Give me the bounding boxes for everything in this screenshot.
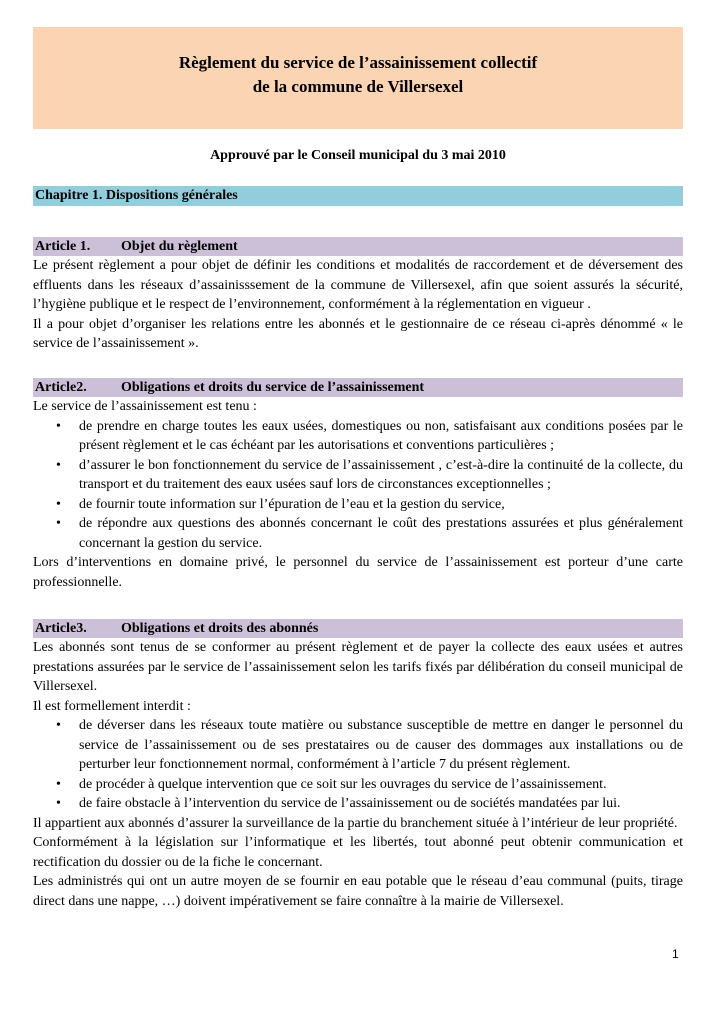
article-3-body bbox=[33, 638, 683, 911]
article-3-title: Obligations et droits des abonnés bbox=[121, 621, 319, 636]
bullet-icon: • bbox=[56, 457, 61, 473]
article-2-number: Article2. bbox=[35, 380, 87, 395]
bullet-icon: • bbox=[56, 516, 61, 531]
list-item bbox=[33, 456, 683, 495]
article-3-number: Article3. bbox=[35, 621, 87, 636]
article-2-heading bbox=[33, 378, 683, 397]
list-item bbox=[33, 495, 683, 515]
list-item-text: de répondre aux questions des abonnés concernant le coût des prestations assurées et plus généralement concernant la gestion du service. bbox=[79, 516, 683, 551]
article-3-heading bbox=[33, 619, 683, 638]
list-item-text: d’assurer le bon fonctionnement du service de l’assainissement , c’est-à-dire la continuité de la collecte, du transport et du traitement des eaux usées sauf lors de circonstances exceptionnelles ; bbox=[79, 457, 683, 492]
list-item bbox=[33, 794, 683, 814]
article-1-number: Article 1. bbox=[35, 239, 91, 254]
list-item bbox=[33, 716, 683, 775]
article-3-paragraph: Les administrés qui ont un autre moyen de se fournir en eau potable que le réseau d’eau communal (puits, tirage direct dans une nappe, …) doivent impérativement se faire connaître à la mairie de Villersexel. bbox=[33, 874, 683, 909]
list-item-text: de déverser dans les réseaux toute matière ou substance susceptible de mettre en danger le personnel du service de l’assainissement ou de ses prestataires ou de causer des dommages aux installations ou de perturber leur fonctionnement normal, conformément à l’article 7 du présent règlement. bbox=[79, 718, 683, 772]
bullet-icon: • bbox=[56, 418, 61, 434]
list-item-text: de procéder à quelque intervention que ce soit sur les ouvrages du service de l’assainissement. bbox=[79, 776, 607, 792]
article-1-paragraph: Le présent règlement a pour objet de définir les conditions et modalités de raccordement et de déversement des effluents dans les réseaux d’assainisssement de la commune de Villersexel, afin que soient assurés la sécurité, l’hygiène publique et le respect de l’environnement, conformément à la réglementation en vigueur . bbox=[33, 258, 683, 312]
list-item bbox=[33, 514, 683, 553]
chapter-heading: Chapitre 1. Dispositions générales bbox=[33, 186, 683, 206]
bullet-icon: • bbox=[56, 718, 61, 733]
list-item bbox=[33, 417, 683, 456]
article-3-paragraph: Il est formellement interdit : bbox=[33, 698, 191, 714]
article-2-title: Obligations et droits du service de l’assainissement bbox=[121, 380, 425, 395]
article-3-list bbox=[33, 716, 683, 814]
list-item-text: de prendre en charge toutes les eaux usées, domestiques ou non, satisfaisant aux conditions posées par le présent règlement et le cas échéant par les autorisations et conventions particulières ; bbox=[79, 418, 683, 453]
article-3-paragraph: Conformément à la législation sur l’informatique et les libertés, tout abonné peut obtenir communication et rectification du dossier ou de la fiche le concernant. bbox=[33, 835, 683, 870]
article-1-paragraph: Il a pour objet d’organiser les relations entre les abonnés et le gestionnaire de ce réseau ci-après dénommé « le service de l’assainissement ». bbox=[33, 316, 683, 351]
article-2-outro: Lors d’interventions en domaine privé, le personnel du service de l’assainissement est porteur d’une carte professionnelle. bbox=[33, 555, 683, 590]
article-3-paragraph: Il appartient aux abonnés d’assurer la surveillance de la partie du branchement située à l’intérieur de leur propriété. bbox=[33, 815, 678, 831]
document-title bbox=[33, 27, 683, 129]
list-item-text: de faire obstacle à l’intervention du service de l’assainissement ou de sociétés mandatées par lui. bbox=[79, 796, 621, 811]
article-2-body bbox=[33, 397, 683, 592]
list-item-text: de fournir toute information sur l’épuration de l’eau et la gestion du service, bbox=[79, 496, 505, 512]
bullet-icon: • bbox=[56, 796, 61, 811]
bullet-icon: • bbox=[56, 496, 61, 512]
list-item bbox=[33, 775, 683, 795]
article-1-title: Objet du règlement bbox=[121, 239, 238, 254]
bullet-icon: • bbox=[56, 776, 61, 792]
article-1-body bbox=[33, 256, 683, 354]
page-number: 1 bbox=[672, 947, 679, 961]
article-1-heading bbox=[33, 237, 683, 256]
title-line-1: Règlement du service de l’assainissement collectif bbox=[178, 53, 538, 72]
article-2-list bbox=[33, 417, 683, 554]
article-2-intro: Le service de l’assainissement est tenu : bbox=[33, 399, 257, 414]
article-3-paragraph: Les abonnés sont tenus de se conformer au présent règlement et de payer la collecte des eaux usées et autres prestations assurées par le service de l’assainissement selon les tarifs fixés par délibération du conseil municipal de Villersexel. bbox=[33, 640, 683, 694]
title-line-2: de la commune de Villersexel bbox=[252, 77, 464, 96]
approval-note: Approuvé par le Conseil municipal du 3 mai 2010 bbox=[210, 148, 506, 163]
